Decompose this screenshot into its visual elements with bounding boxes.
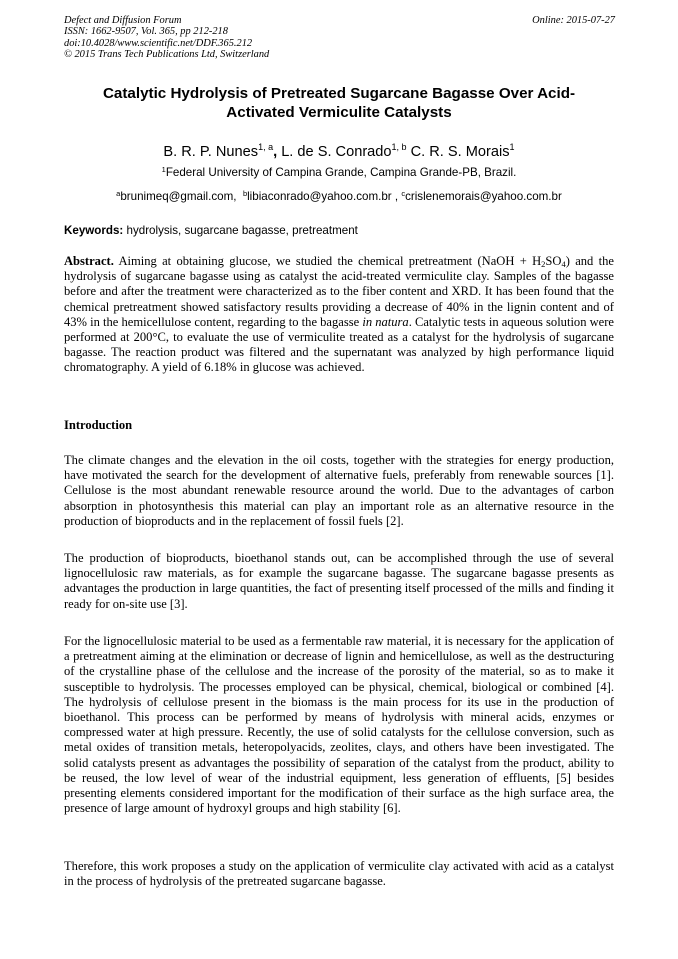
keywords [64,224,614,238]
author-1-affil-mark: 1, a [258,142,274,152]
email-c[interactable]: crislenemorais@yahoo.com.br [405,190,562,203]
affiliation [64,166,614,180]
abstract-sub-2: 4 [561,259,566,269]
author-list [64,143,614,161]
abstract-text-1: Aiming at obtaining glucose, we studied the chemical pretreatment (NaOH + H [113,254,542,268]
author-3-affil-mark: 1 [509,142,515,152]
email-b-mark: b [242,189,248,198]
paper-title [64,85,614,122]
online-date: Online: 2015-07-27 [532,15,615,26]
email-c-mark: c [401,189,406,198]
email-a-mark: a [116,189,121,198]
email-b[interactable]: libiaconrado@yahoo.com.br , [247,190,399,203]
abstract-sub-1: 2 [541,259,546,269]
affiliation-text: Federal University of Campina Grande, Campina Grande-PB, Brazil. [165,166,517,179]
abstract-text-3: ) and the hydrolysis of sugarcane bagasse using as catalyst the acid-treated vermiculite clay. Samples of the bagasse before and after the treatment were characterized as to the fiber content and XRD. It has been found that the chemical pretreatment showed satisfactory results providing a decrease of 40% in the lignin content and of 43% in the hemicellulose content, regarding to the bagasse [64,254,614,329]
abstract-italic: in natura [362,314,409,329]
journal-issn: ISSN: 1662-9507, Vol. 365, pp 212-218 [64,26,228,38]
keywords-label: Keywords: [64,224,124,237]
title-line-2: Activated Vermiculite Catalysts [226,103,452,121]
author-2-name: L. de S. Conrado [277,144,392,160]
intro-paragraph-1: The climate changes and the elevation in the oil costs, together with the strategies for energy production, have motivated the search for the development of alternative fuels, preferably from renewable sources [1]. Cellulose is the most abundant renewable resource around the world. Due to the advantages of carbon absorption in photosynthesis this material can play an important role as an alternative resource in the production of bioproducts and in the replacement of fossil fuels [2]. [64,453,614,528]
affiliation-mark: 1 [161,165,166,174]
abstract-paragraph [64,254,614,376]
author-2-affil-mark: 1, b [391,142,407,152]
journal-doi: doi:10.4028/www.scientific.net/DDF.365.212 [64,37,253,49]
keywords-text: hydrolysis, sugarcane bagasse, pretreatment [123,224,358,237]
introduction-heading: Introduction [64,418,133,432]
title-line-1: Catalytic Hydrolysis of Pretreated Sugarcane Bagasse Over Acid- [102,85,576,102]
journal-name: Defect and Diffusion Forum [64,15,182,26]
abstract-text-4: . Catalytic tests in aqueous solution were performed at 200°C, to evaluate the use of vermiculite treated as a catalyst for the hydrolysis of sugarcane bagasse. The reaction product was filtered and the supernatant was analyzed by high performance liquid chromatography. A yield of 6.18% in glucose was achieved. [64,314,614,375]
abstract-label: Abstract. [64,254,114,268]
intro-paragraph-3: For the lignocellulosic material to be used as a fermentable raw material, it is necessary for the application of a pretreatment aiming at the elimination or decrease of lignin and hemicellulose, as well as the destructuring of the crystalline phase of the cellulose and the increase of the porosity of the material, so as to make it susceptible to hydrolysis. The processes employed can be physical, chemical, biological or combined [4]. The hydrolysis of cellulose present in the biomass is the main process for its use in the production of bioethanol. This process can be performed by means of hydrolysis with mineral acids, enzymes or compressed water at high pressure. Recently, the use of solid catalysts for the cellulose conversion, such as metal oxides of transition metals, heteropolyacids, zeolites, clays, and others have been investigated. The solid catalysts present as advantages the possibility of separation of the catalyst from the product, ability to be reused, the low level of wear of the industrial equipment, less generation of effluents, [5] besides presenting elements considered important for the modification of their surface as the high surface area, the presence of large amount of hydroxyl groups and high stability [6]. [64,634,614,816]
email-a[interactable]: brunimeq@gmail.com, [120,190,237,203]
journal-copyright: © 2015 Trans Tech Publications Ltd, Switzerland [64,49,270,61]
intro-paragraph-4: Therefore, this work proposes a study on the application of vermiculite clay activated with acid as a catalyst in the process of hydrolysis of the pretreated sugarcane bagasse. [64,859,614,889]
author-emails [64,190,614,204]
journal-header [64,15,269,61]
author-1-name: B. R. P. Nunes [163,144,259,160]
intro-paragraph-2: The production of bioproducts, bioethanol stands out, can be accomplished through the use of several lignocellulosic raw materials, as for example the sugarcane bagasse. The sugarcane bagasse presents as advantages the production in large quantities, the fact of presenting itself processed of the mills and finding it ready for on-site use [3]. [64,551,614,611]
abstract-text-2: SO [545,254,562,268]
author-separator: , [273,144,278,160]
author-3-name: C. R. S. Morais [406,144,510,160]
